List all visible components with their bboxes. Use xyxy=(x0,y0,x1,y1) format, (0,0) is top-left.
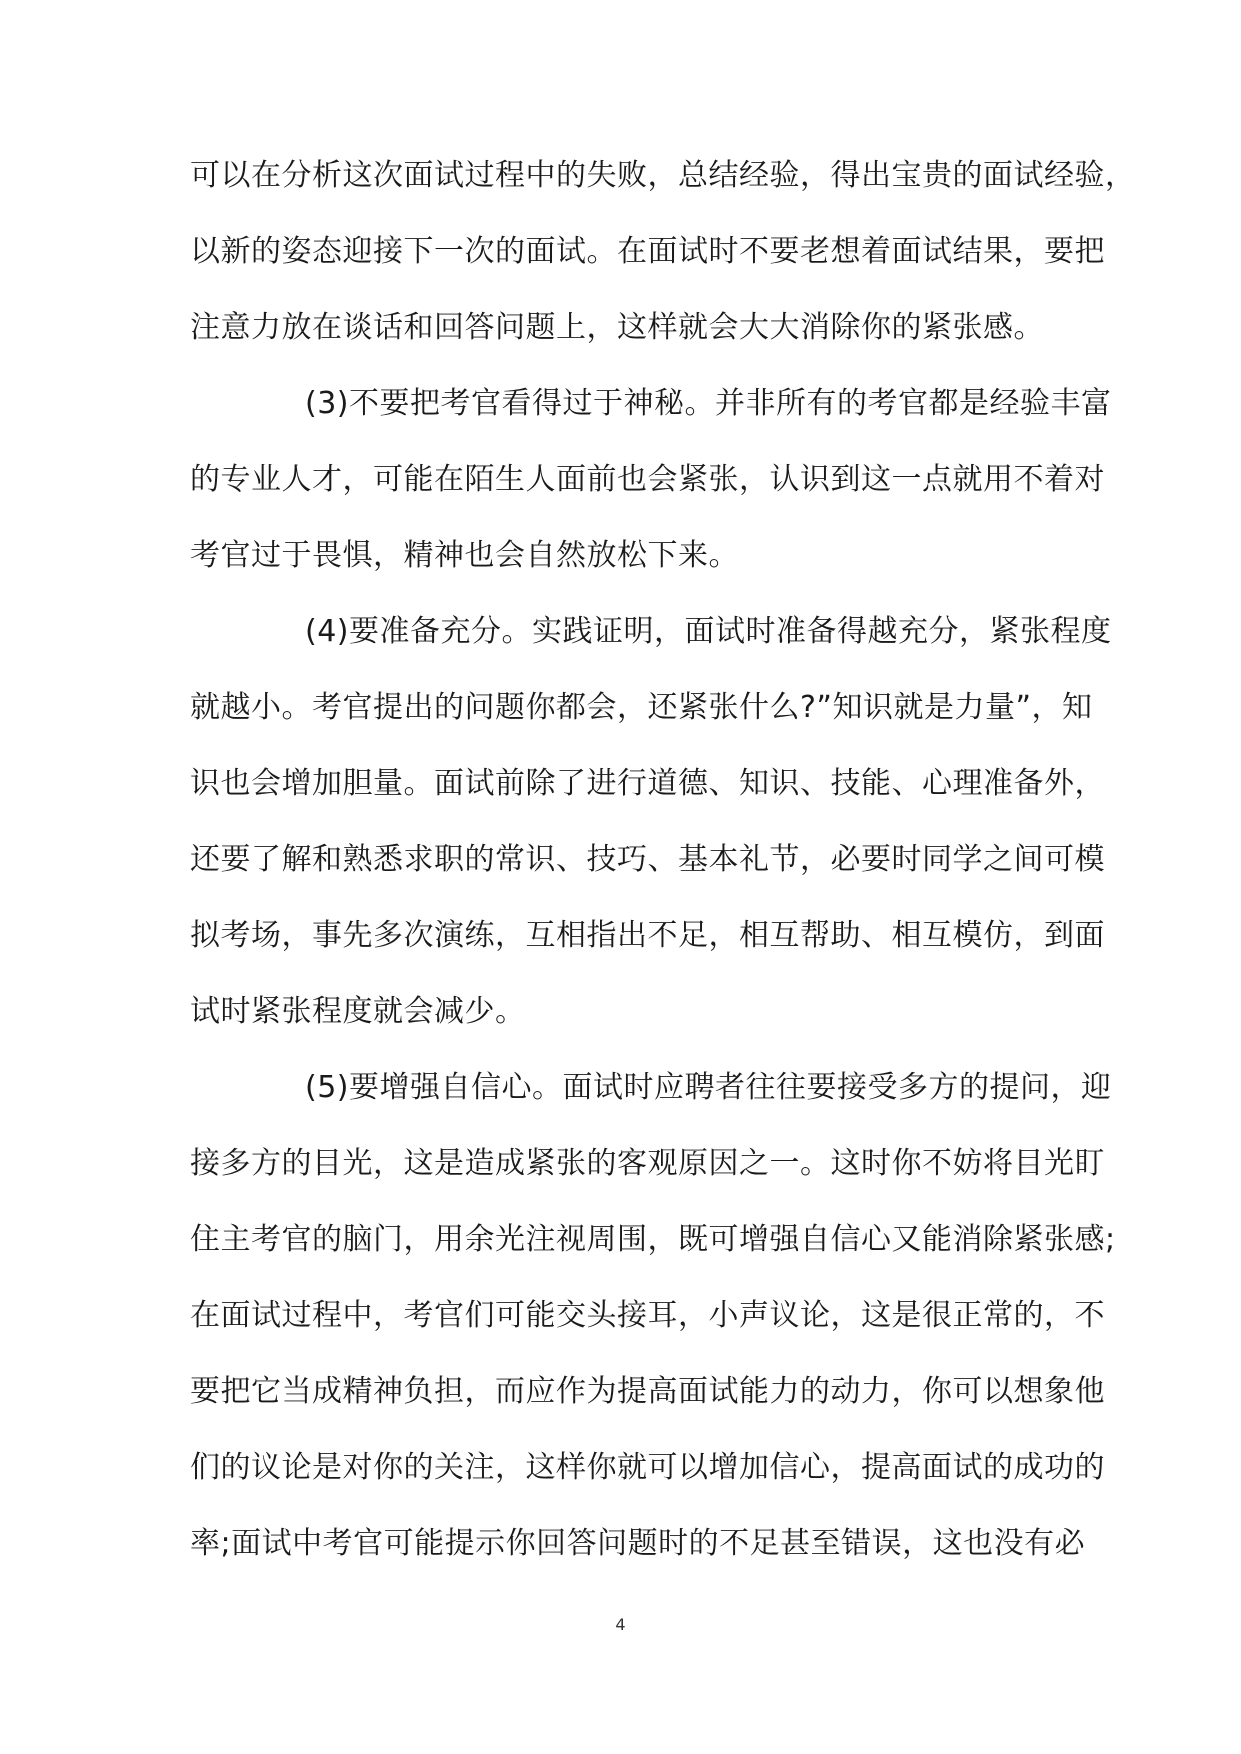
text-line: 识也会增加胆量。面试前除了进行道德、知识、技能、心理准备外， xyxy=(190,766,1105,801)
text-line: 接多方的目光，这是造成紧张的客观原因之一。这时你不妨将目光盯 xyxy=(190,1146,1105,1181)
text-line: 要把它当成精神负担，而应作为提高面试能力的动力，你可以想象他 xyxy=(190,1374,1105,1409)
text-line: 的专业人才，可能在陌生人面前也会紧张，认识到这一点就用不着对 xyxy=(190,462,1105,497)
text-line: 就越小。考官提出的问题你都会，还紧张什么?”知识就是力量”，知 xyxy=(190,690,1093,725)
text-line: 还要了解和熟悉求职的常识、技巧、基本礼节，必要时同学之间可模 xyxy=(190,842,1105,877)
text-line: 拟考场，事先多次演练，互相指出不足，相互帮助、相互模仿，到面 xyxy=(190,918,1105,953)
paragraph-5-start: (5)要增强自信心。面试时应聘者往往要接受多方的提问，迎 xyxy=(305,1070,1112,1105)
paragraph-4-start: (4)要准备充分。实践证明，面试时准备得越充分，紧张程度 xyxy=(305,614,1112,649)
text-line: 在面试过程中，考官们可能交头接耳，小声议论，这是很正常的，不 xyxy=(190,1298,1105,1333)
text-line: 考官过于畏惧，精神也会自然放松下来。 xyxy=(190,538,739,573)
text-line: 们的议论是对你的关注，这样你就可以增加信心，提高面试的成功的 xyxy=(190,1450,1105,1485)
text-line: 住主考官的脑门，用余光注视周围，既可增强自信心又能消除紧张感; xyxy=(190,1222,1116,1257)
paragraph-3-start: (3)不要把考官看得过于神秘。并非所有的考官都是经验丰富 xyxy=(305,386,1112,421)
text-line: 率;面试中考官可能提示你回答问题时的不足甚至错误，这也没有必 xyxy=(190,1526,1086,1561)
page-number: 4 xyxy=(615,1615,626,1634)
text-line: 注意力放在谈话和回答问题上，这样就会大大消除你的紧张感。 xyxy=(190,310,1044,345)
text-line: 可以在分析这次面试过程中的失败，总结经验，得出宝贵的面试经验， xyxy=(190,158,1136,193)
text-line: 以新的姿态迎接下一次的面试。在面试时不要老想着面试结果，要把 xyxy=(190,234,1105,269)
text-line: 试时紧张程度就会减少。 xyxy=(190,994,526,1029)
